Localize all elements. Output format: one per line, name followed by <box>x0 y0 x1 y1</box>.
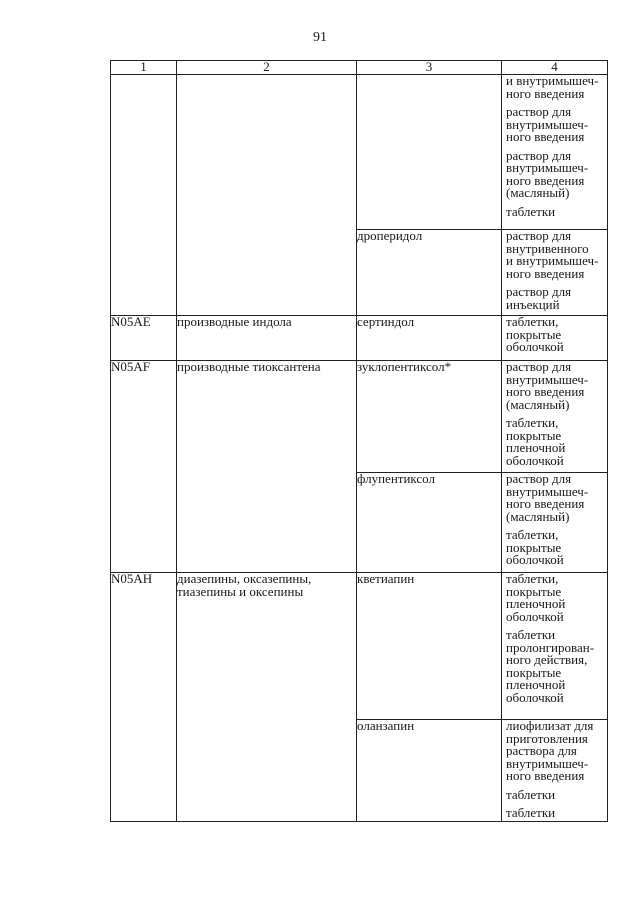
dosage-form: таблетки, покрытые пленочной оболочкой <box>506 415 566 468</box>
drug-name: дроперидол <box>357 230 502 316</box>
dosage-form: таблетки <box>506 805 556 820</box>
dosage-form: таблетки <box>506 786 556 802</box>
table-row <box>111 75 608 230</box>
dosage-forms <box>502 316 608 361</box>
dosage-form: раствор для внутримышеч- ного введения (масляный) <box>506 147 589 200</box>
table-row <box>111 316 608 361</box>
drug-name: сертиндол <box>357 316 502 361</box>
dosage-form: и внутримышеч- ного введения <box>506 73 599 101</box>
dosage-form: раствор для внутримышеч- ного введения <box>506 104 589 144</box>
dosage-form: лиофилизат для приготовления раствора для внутримышеч- ного введения <box>506 718 594 783</box>
table-row <box>111 361 608 473</box>
dosage-forms <box>502 720 608 822</box>
dosage-form: таблетки, покрытые оболочкой <box>506 527 564 567</box>
dosage-form: раствор для инъекций <box>506 284 572 312</box>
atc-code: N05AH <box>111 573 177 822</box>
drug-name: оланзапин <box>357 720 502 822</box>
table-row <box>111 573 608 720</box>
dosage-forms <box>502 230 608 316</box>
column-header-3: 3 <box>357 61 502 75</box>
dosage-form: таблетки пролонгирован- ного действия, покрытые пленочной оболочкой <box>506 627 595 705</box>
dosage-forms <box>502 75 608 230</box>
column-header-2: 2 <box>177 61 357 75</box>
drug-name: флупентиксол <box>357 473 502 573</box>
column-header-4: 4 <box>502 61 608 75</box>
atc-code: N05AE <box>111 316 177 361</box>
group-name: диазепины, оксазепины, тиазепины и оксепины <box>177 573 357 822</box>
atc-code <box>111 75 177 316</box>
group-name: производные тиоксантена <box>177 361 357 573</box>
page-number: 91 <box>313 30 327 45</box>
group-name: производные индола <box>177 316 357 361</box>
drug-name: зуклопентиксол* <box>357 361 502 473</box>
drug-name <box>357 75 502 230</box>
dosage-form: раствор для внутримышеч- ного введения (масляный) <box>506 471 589 524</box>
drug-table <box>110 60 608 822</box>
dosage-form: таблетки <box>506 203 556 219</box>
atc-code: N05AF <box>111 361 177 573</box>
dosage-forms <box>502 573 608 720</box>
table-body <box>111 75 608 822</box>
dosage-form: таблетки, покрытые оболочкой <box>506 314 564 354</box>
dosage-forms <box>502 361 608 473</box>
column-header-1: 1 <box>111 61 177 75</box>
drug-name: кветиапин <box>357 573 502 720</box>
dosage-form: раствор для внутримышеч- ного введения (масляный) <box>506 359 589 412</box>
dosage-form: раствор для внутривенного и внутримышеч- ного введения <box>506 228 599 281</box>
dosage-forms <box>502 473 608 573</box>
group-name <box>177 75 357 316</box>
dosage-form: таблетки, покрытые пленочной оболочкой <box>506 571 566 624</box>
